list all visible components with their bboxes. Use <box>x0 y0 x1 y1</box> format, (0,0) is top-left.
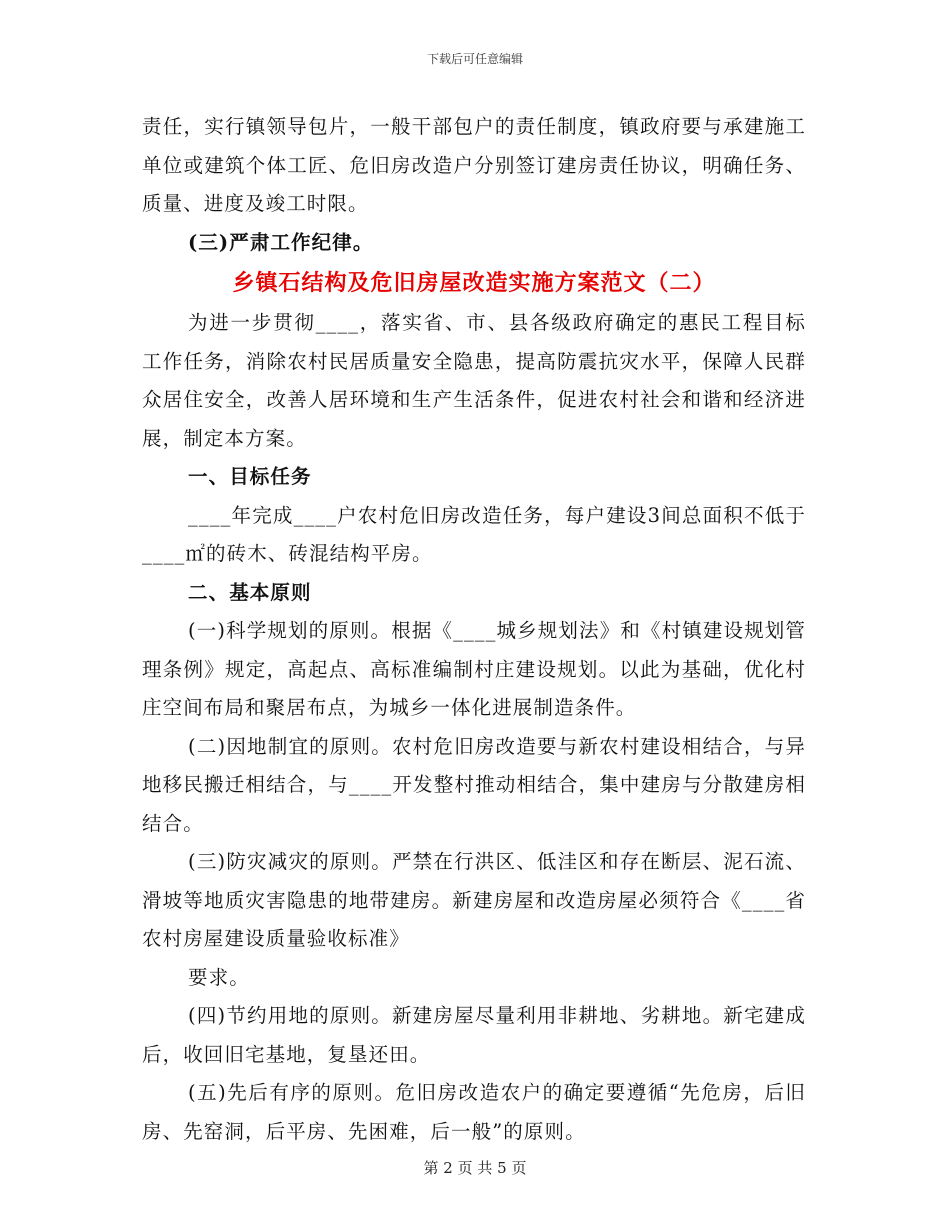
paragraph-intro: 为进一步贯彻____，落实省、市、县各级政府确定的惠民工程目标工作任务，消除农村民居质量安全隐患，提高防震抗灾水平，保障人民群众居住安全，改善人居环境和生产生活条件，促进农村社会和谐和经济进展，制定本方案。 <box>142 311 806 450</box>
paragraph-principle-3-cont: 要求。 <box>188 965 250 989</box>
paragraph-principle-5: (五)先后有序的原则。危旧房改造农户的确定要遵循“先危房，后旧房、先窑洞，后平房、先困难，后一般”的原则。 <box>142 1081 806 1143</box>
paragraph-responsibility: 责任，实行镇领导包片，一般干部包户的责任制度，镇政府要与承建施工单位或建筑个体工匠、危旧房改造户分别签订建房责任协议，明确任务、质量、进度及竣工时限。 <box>142 115 806 215</box>
heading-discipline: (三)严肃工作纪律。 <box>188 230 374 254</box>
paragraph-principle-2: (二)因地制宜的原则。农村危旧房改造要与新农村建设相结合，与异地移民搬迁相结合，与____开发整村推动相结合，集中建房与分散建房相结合。 <box>142 734 806 835</box>
page-header: 下载后可任意编辑 <box>426 52 523 66</box>
paragraph-principle-1: (一)科学规划的原则。根据《____城乡规划法》和《村镇建设规划管理条例》规定，高起点、高标准编制村庄建设规划。以此为基础，优化村庄空间布局和聚居布点，为城乡一体化进展制造条件。 <box>142 619 806 719</box>
paragraph-principle-4: (四)节约用地的原则。新建房屋尽量利用非耕地、劣耕地。新宅建成后，收回旧宅基地，复垦还田。 <box>142 1004 806 1066</box>
paragraph-principle-3: (三)防灾减灾的原则。严禁在行洪区、低洼区和存在断层、泥石流、滑坡等地质灾害隐患的地带建房。新建房屋和改造房屋必须符合《____省农村房屋建设质量验收标准》 <box>142 850 806 950</box>
document-body <box>142 108 806 1151</box>
page-footer: 第 2 页 共 5 页 <box>423 1159 527 1177</box>
document-title: 乡镇石结构及危旧房屋改造实施方案范文（二） <box>232 270 716 296</box>
heading-goals: 一、目标任务 <box>188 465 312 488</box>
heading-principles: 二、基本原则 <box>188 580 312 604</box>
paragraph-goals: ____年完成____户农村危旧房改造任务，每户建设3间总面积不低于____㎡的砖木、砖混结构平房。 <box>142 503 806 565</box>
